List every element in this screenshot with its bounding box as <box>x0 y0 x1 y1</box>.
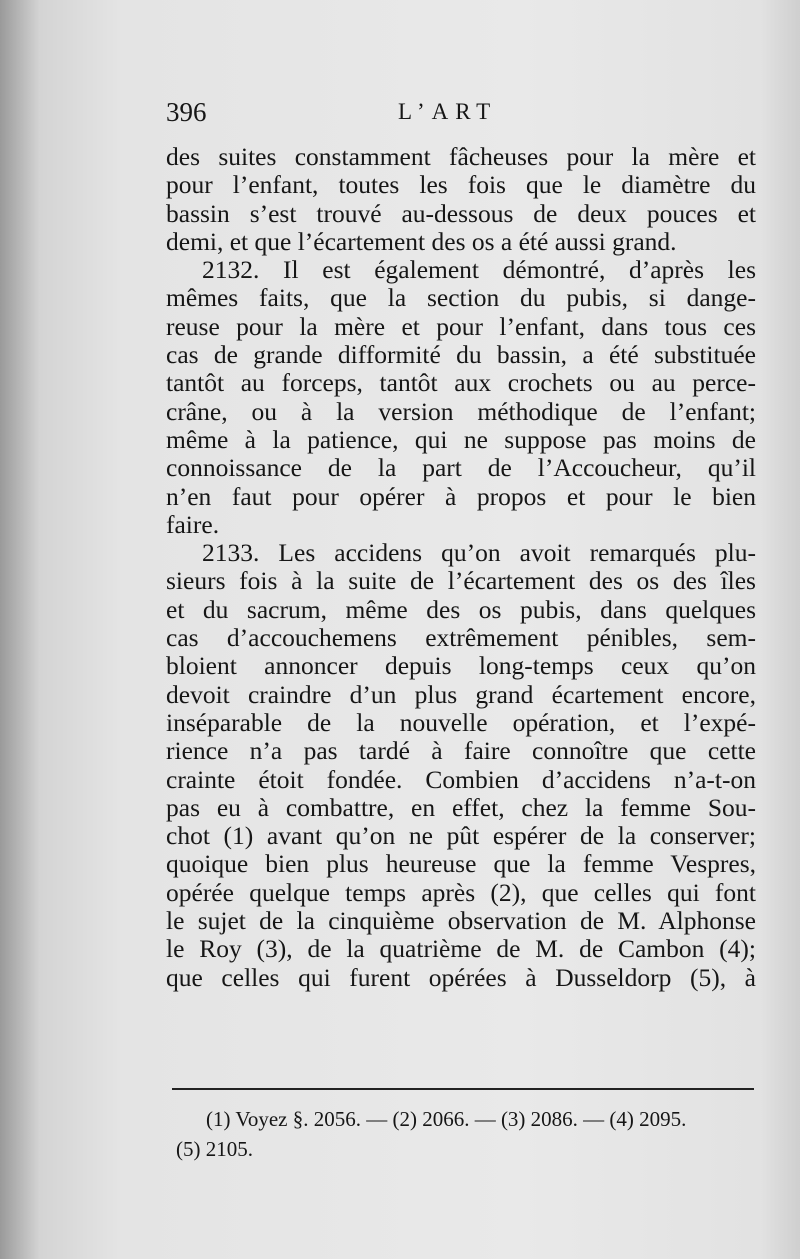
text-line: pour l’enfant, toutes les fois que le diamètre du <box>166 170 756 200</box>
text-line: et du sacrum, même des os pubis, dans quelques <box>166 594 756 624</box>
footnote-line: (5) 2105. <box>176 1137 253 1161</box>
paragraph-2133-start: 2133. Les accidens qu’on avoit remarqués plu- <box>202 538 756 568</box>
text-line: crâne, ou à la version méthodique de l’enfant; <box>166 396 756 426</box>
text-line: reuse pour la mère et pour l’enfant, dans tous ces <box>166 311 756 341</box>
text-line: tantôt au forceps, tantôt aux crochets ou au perce- <box>166 368 756 398</box>
text-line: bassin s’est trouvé au-dessous de deux pouces et <box>166 198 756 228</box>
paragraph-2132-start: 2132. Il est également démontré, d’après les <box>202 255 756 285</box>
text-line: rience n’a pas tardé à faire connoître que cette <box>166 736 756 766</box>
text-line: le Roy (3), de la quatrième de M. de Cambon (4); <box>166 934 756 964</box>
text-line: mêmes faits, que la section du pubis, si dange- <box>166 283 756 313</box>
text-line: inséparable de la nouvelle opération, et l’expé- <box>166 707 756 737</box>
text-line: devoit craindre d’un plus grand écartement encore, <box>166 679 756 709</box>
text-line: même à la patience, qui ne suppose pas moins de <box>166 424 756 454</box>
text-line: sieurs fois à la suite de l’écartement des os des îles <box>166 566 756 596</box>
text-line: opérée quelque temps après (2), que celles qui font <box>166 877 756 907</box>
text-line: quoique bien plus heureuse que la femme Vespres, <box>166 849 756 879</box>
footnote-divider <box>172 1088 754 1090</box>
text-line: n’en faut pour opérer à propos et pour le bien <box>166 481 756 511</box>
text-line: chot (1) avant qu’on ne pût espérer de la conserver; <box>166 821 756 851</box>
text-line: des suites constamment fâcheuses pour la mère et <box>166 142 756 171</box>
page-header <box>166 97 756 137</box>
body-text <box>166 143 756 992</box>
running-title: L’ART <box>398 99 498 124</box>
page-number: 396 <box>166 97 207 127</box>
text-line: connoissance de la part de l’Accoucheur, qu’il <box>166 453 756 483</box>
text-line: faire. <box>166 509 220 539</box>
text-line: que celles qui furent opérées à Dusseldorp (5), à <box>166 962 756 992</box>
text-line: cas de grande difformité du bassin, a été substituée <box>166 340 756 370</box>
text-line: demi, et que l’écartement des os a été aussi grand. <box>166 226 677 256</box>
text-line: cas d’accouchemens extrêmement pénibles, sem- <box>166 623 756 653</box>
text-line: bloient annoncer depuis long-temps ceux qu’on <box>166 651 756 681</box>
footnotes <box>176 1104 756 1164</box>
text-line: crainte étoit fondée. Combien d’accidens n’a-t-on <box>166 764 756 794</box>
text-line: pas eu à combattre, en effet, chez la femme Sou- <box>166 792 756 822</box>
text-line: le sujet de la cinquième observation de M. Alphonse <box>166 906 756 936</box>
footnote-line: (1) Voyez §. 2056. — (2) 2066. — (3) 2086. — (4) 2095. <box>206 1107 687 1131</box>
